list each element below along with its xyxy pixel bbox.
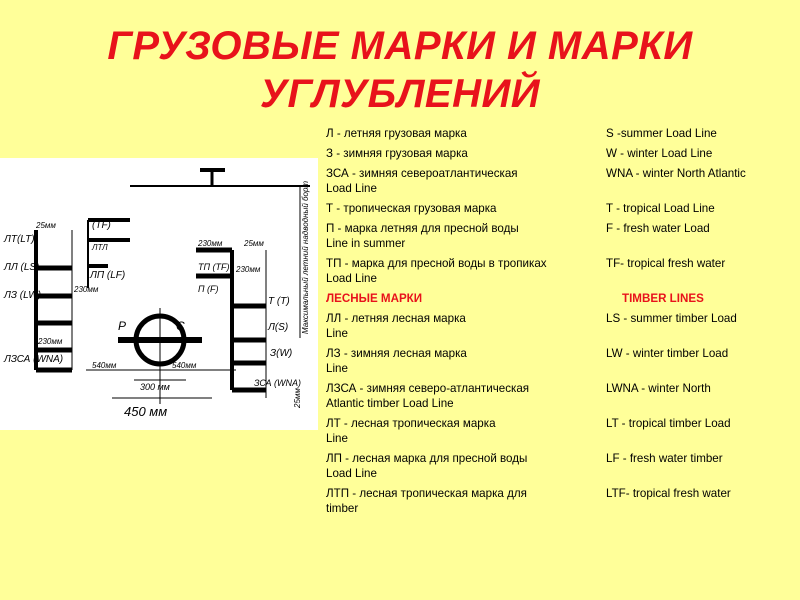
legend-ru bbox=[326, 256, 602, 286]
legend-ru bbox=[326, 416, 602, 446]
diagram-label-z-w: З(W) bbox=[270, 348, 293, 359]
legend-ru-line2: Line bbox=[326, 327, 348, 340]
legend-ru-line1: ЛП - лесная марка для пресной воды bbox=[326, 452, 528, 465]
diagram-dim-230-left: 230мм bbox=[38, 337, 63, 346]
legend-ru-line1: ТП - марка для пресной воды в тропиках bbox=[326, 257, 547, 270]
legend-row bbox=[326, 311, 788, 341]
diagram-label-p-f: П (F) bbox=[198, 284, 219, 294]
diagram-dim-25-right: 25мм bbox=[244, 239, 264, 248]
diagram-dim-540-right: 540мм bbox=[172, 361, 197, 370]
diagram-dim-300: 300 мм bbox=[140, 382, 170, 392]
diagram-label-zsa-wna: ЗСА (WNA) bbox=[254, 378, 302, 388]
diagram-label-p: Р bbox=[118, 319, 127, 333]
diagram-label-top-mark: (TF) bbox=[92, 220, 111, 231]
legend-en: LW - winter timber Load bbox=[606, 347, 729, 360]
legend-en: LS - summer timber Load bbox=[606, 312, 737, 325]
legend-en: TF- tropical fresh water bbox=[606, 257, 726, 270]
legend-row bbox=[326, 146, 788, 161]
legend-row bbox=[326, 486, 788, 516]
legend-row bbox=[326, 416, 788, 446]
legend-ru-line2: Line bbox=[326, 432, 348, 445]
diagram-label-lp: ЛП (LF) bbox=[90, 270, 126, 281]
page-title bbox=[0, 22, 800, 118]
diagram-label-ls: ЛЛ (LS) bbox=[4, 262, 40, 273]
legend-ru-line2: Load Line bbox=[326, 272, 377, 285]
load-line-diagram bbox=[0, 158, 318, 430]
legend-ru-line2: Line in summer bbox=[326, 237, 406, 250]
diagram-label-lw: ЛЗ (LW) bbox=[4, 290, 42, 301]
legend-ru bbox=[326, 221, 602, 251]
load-line-svg bbox=[0, 158, 318, 430]
legend-ru-line2: Atlantic timber Load Line bbox=[326, 397, 454, 410]
legend-ru: Т - тропическая грузовая марка bbox=[326, 202, 497, 215]
legend-ru bbox=[326, 311, 602, 341]
legend-ru-line1: ЛЛ - летняя лесная марка bbox=[326, 312, 466, 325]
legend-ru bbox=[326, 451, 602, 481]
section-header-ru: ЛЕСНЫЕ МАРКИ bbox=[326, 292, 423, 305]
legend-ru-line1: ЗСА - зимняя североатлантическая bbox=[326, 167, 518, 180]
legend-ru-line1: ЛТ - лесная тропическая марка bbox=[326, 417, 496, 430]
legend-row bbox=[326, 346, 788, 376]
legend-row bbox=[326, 451, 788, 481]
diagram-label-t: T (T) bbox=[268, 296, 290, 307]
diagram-dim-450: 450 мм bbox=[124, 404, 168, 419]
legend-list bbox=[326, 126, 788, 521]
legend-row bbox=[326, 221, 788, 251]
diagram-label-c: С bbox=[176, 319, 185, 333]
legend-row bbox=[326, 256, 788, 286]
legend-en: W - winter Load Line bbox=[606, 147, 713, 160]
legend-row bbox=[326, 166, 788, 196]
legend-row bbox=[326, 381, 788, 411]
diagram-dim-25-left: 25мм bbox=[36, 221, 56, 230]
legend-section-header bbox=[326, 291, 788, 306]
legend-ru: З - зимняя грузовая марка bbox=[326, 147, 468, 160]
legend-row bbox=[326, 201, 788, 216]
legend-ru bbox=[326, 486, 602, 516]
diagram-label-tp-tf: ТП (TF) bbox=[198, 262, 230, 272]
legend-en: LTF- tropical fresh water bbox=[606, 487, 731, 500]
legend-en: LT - tropical timber Load bbox=[606, 417, 731, 430]
legend-en: LF - fresh water timber bbox=[606, 452, 723, 465]
diagram-dim-230-right: 230мм bbox=[198, 239, 223, 248]
legend-ru-line2: Load Line bbox=[326, 182, 377, 195]
diagram-label-lt: ЛТ(LT) bbox=[4, 234, 35, 245]
diagram-dim-230-right2: 230мм bbox=[236, 265, 261, 274]
legend-row bbox=[326, 126, 788, 141]
legend-ru-line1: ЛЗ - зимняя лесная марка bbox=[326, 347, 467, 360]
legend-ru bbox=[326, 346, 602, 376]
legend-ru-line1: П - марка летняя для пресной воды bbox=[326, 222, 519, 235]
legend-en: T - tropical Load Line bbox=[606, 202, 715, 215]
legend-ru-line1: ЛТП - лесная тропическая марка для bbox=[326, 487, 527, 500]
section-header-en: TIMBER LINES bbox=[622, 292, 704, 305]
legend-ru-line2: timber bbox=[326, 502, 359, 515]
legend-ru-line2: Line bbox=[326, 362, 348, 375]
diagram-label-lwna: ЛЗСА (WNA) bbox=[4, 354, 64, 365]
diagram-dim-230-left2: 230мм bbox=[74, 285, 99, 294]
legend-ru-line1: ЛЗСА - зимняя северо-атлантическая bbox=[326, 382, 530, 395]
diagram-label-l-s: Л(S) bbox=[268, 322, 289, 333]
title-line-1: ГРУЗОВЫЕ МАРКИ И МАРКИ bbox=[107, 24, 693, 68]
legend-ru bbox=[326, 166, 602, 196]
legend-ru bbox=[326, 381, 602, 411]
legend-ru: Л - летняя грузовая марка bbox=[326, 127, 467, 140]
legend-en: S -summer Load Line bbox=[606, 127, 717, 140]
legend-ru-line2: Load Line bbox=[326, 467, 377, 480]
legend-en: LWNA - winter North bbox=[606, 382, 711, 395]
diagram-vertical-text: Максимальный летний надводный борт bbox=[301, 180, 310, 334]
diagram-label-tl: ЛТЛ bbox=[92, 243, 108, 252]
diagram-dim-540-left: 540мм bbox=[92, 361, 117, 370]
legend-en: F - fresh water Load bbox=[606, 222, 710, 235]
title-line-2: УГЛУБЛЕНИЙ bbox=[259, 72, 541, 116]
legend-en: WNA - winter North Atlantic bbox=[606, 167, 746, 180]
diagram-dim-25-bottom: 25мм bbox=[293, 388, 302, 408]
